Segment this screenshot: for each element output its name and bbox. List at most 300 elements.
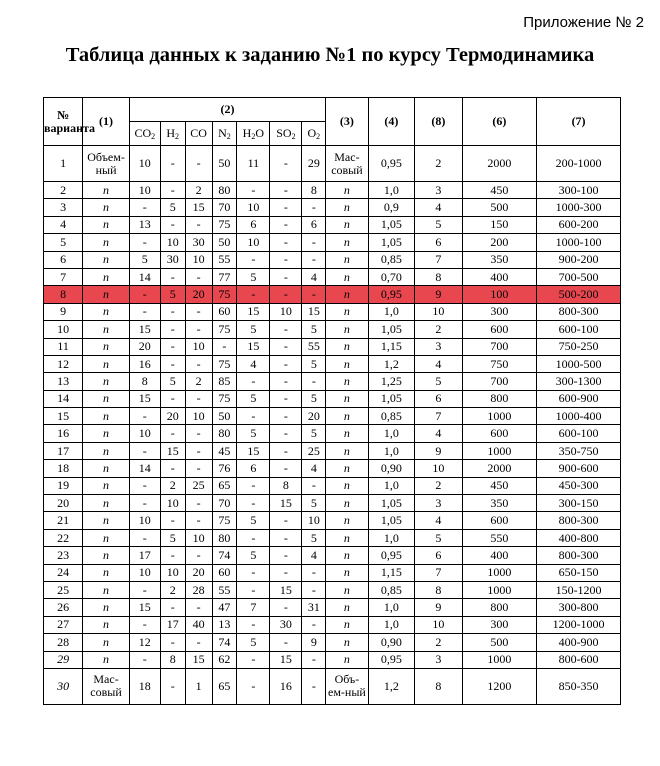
table-row [44,146,621,182]
cell-col4: 1,05 [368,512,415,529]
cell-col7: 650-150 [537,564,621,581]
cell-col4: 0,9 [368,199,415,216]
cell-gas: 16 [129,355,160,372]
cell-gas: 75 [212,355,237,372]
cell-gas: - [160,268,185,285]
cell-variant: 6 [44,251,83,268]
cell-col8: 4 [415,199,463,216]
cell-col8: 9 [415,286,463,303]
cell-gas: 20 [129,338,160,355]
cell-gas: 10 [160,564,185,581]
cell-col3: n [326,564,368,581]
cell-gas: 8 [302,182,326,199]
cell-gas: - [270,182,302,199]
cell-gas: - [185,425,212,442]
cell-col8: 6 [415,234,463,251]
table-row [44,216,621,233]
cell-col8: 8 [415,581,463,598]
cell-gas: - [237,616,270,633]
cell-gas: - [160,355,185,372]
cell-gas: - [185,599,212,616]
cell-col4: 1,05 [368,390,415,407]
cell-col1: n [83,216,130,233]
cell-gas: 8 [160,651,185,668]
cell-gas: - [129,477,160,494]
header-gas-6: $O_2$ [302,122,326,146]
cell-col1: n [83,234,130,251]
cell-gas: - [185,303,212,320]
cell-gas: 5 [237,634,270,651]
cell-gas: - [129,199,160,216]
cell-gas: 75 [212,512,237,529]
cell-col3: n [326,599,368,616]
cell-gas: 80 [212,529,237,546]
cell-col7: 600-100 [537,321,621,338]
cell-gas: 30 [160,251,185,268]
cell-col3: n [326,495,368,512]
cell-gas: 55 [302,338,326,355]
cell-gas: 15 [129,321,160,338]
cell-col4: 1,0 [368,442,415,459]
cell-col6: 500 [462,634,536,651]
table-row [44,286,621,303]
cell-gas: - [237,408,270,425]
cell-col7: 200-1000 [537,146,621,182]
cell-col8: 9 [415,599,463,616]
cell-gas: - [160,547,185,564]
cell-col3: n [326,512,368,529]
table-row [44,390,621,407]
cell-gas: 4 [302,268,326,285]
cell-gas: - [302,651,326,668]
cell-col4: 1,15 [368,564,415,581]
cell-col3: n [326,425,368,442]
cell-col1: n [83,408,130,425]
cell-gas: 10 [237,199,270,216]
cell-gas: - [270,268,302,285]
cell-variant: 24 [44,564,83,581]
cell-gas: - [270,442,302,459]
cell-gas: - [237,529,270,546]
table-row [44,599,621,616]
header-col2: (2) [129,98,325,122]
cell-gas: 17 [129,547,160,564]
cell-gas: 5 [237,268,270,285]
cell-col7: 700-500 [537,268,621,285]
cell-gas: - [129,442,160,459]
cell-gas: 80 [212,425,237,442]
cell-gas: 10 [129,564,160,581]
cell-gas: - [185,321,212,338]
cell-col8: 7 [415,251,463,268]
cell-col7: 1000-300 [537,199,621,216]
cell-gas: 15 [237,338,270,355]
cell-gas: 76 [212,460,237,477]
cell-col3: n [326,408,368,425]
cell-variant: 18 [44,460,83,477]
cell-gas: - [129,616,160,633]
cell-col1: n [83,460,130,477]
cell-col4: 1,0 [368,425,415,442]
cell-gas: - [160,146,185,182]
cell-col8: 4 [415,512,463,529]
cell-variant: 14 [44,390,83,407]
cell-gas: - [302,199,326,216]
cell-variant: 11 [44,338,83,355]
cell-gas: 5 [237,547,270,564]
cell-col1: n [83,512,130,529]
table-row [44,182,621,199]
cell-gas: - [270,373,302,390]
cell-gas: 13 [212,616,237,633]
table-row [44,564,621,581]
cell-col8: 4 [415,355,463,372]
cell-gas: 12 [129,634,160,651]
cell-gas: 15 [237,303,270,320]
cell-col1: n [83,373,130,390]
cell-col7: 600-900 [537,390,621,407]
cell-col1: n [83,286,130,303]
cell-col8: 3 [415,338,463,355]
cell-col1: n [83,390,130,407]
cell-col1: n [83,495,130,512]
cell-gas: - [185,547,212,564]
cell-gas: - [160,216,185,233]
cell-col3: n [326,460,368,477]
cell-gas: - [160,634,185,651]
cell-col7: 850-350 [537,668,621,704]
cell-col7: 400-800 [537,529,621,546]
cell-gas: 20 [185,564,212,581]
cell-col1: n [83,303,130,320]
cell-col6: 600 [462,425,536,442]
cell-col4: 1,05 [368,216,415,233]
table-row [44,651,621,668]
cell-col6: 1000 [462,651,536,668]
cell-col8: 3 [415,495,463,512]
header-gas-5: $SO_2$ [270,122,302,146]
cell-col1: n [83,529,130,546]
cell-gas: - [237,495,270,512]
cell-gas: - [129,286,160,303]
cell-variant: 10 [44,321,83,338]
cell-col3: n [326,529,368,546]
cell-gas: 20 [302,408,326,425]
cell-col6: 800 [462,390,536,407]
cell-gas: - [129,529,160,546]
cell-gas: 10 [185,529,212,546]
cell-variant: 20 [44,495,83,512]
cell-col6: 300 [462,303,536,320]
cell-col8: 6 [415,390,463,407]
cell-gas: - [160,668,185,704]
cell-gas: 15 [129,599,160,616]
cell-col7: 1000-400 [537,408,621,425]
cell-col8: 5 [415,529,463,546]
cell-gas: 5 [302,355,326,372]
cell-gas: - [302,234,326,251]
cell-col7: 450-300 [537,477,621,494]
cell-col6: 550 [462,529,536,546]
cell-gas: - [270,146,302,182]
cell-col7: 800-600 [537,651,621,668]
cell-gas: 10 [129,512,160,529]
cell-gas: 62 [212,651,237,668]
cell-gas: - [270,321,302,338]
cell-gas: - [270,251,302,268]
cell-gas: 25 [302,442,326,459]
cell-col1: Объем-ный [83,146,130,182]
cell-variant: 28 [44,634,83,651]
cell-gas: - [270,425,302,442]
cell-variant: 3 [44,199,83,216]
cell-col4: 0,85 [368,408,415,425]
cell-gas: 10 [129,425,160,442]
cell-col6: 350 [462,495,536,512]
cell-variant: 21 [44,512,83,529]
table-row [44,547,621,564]
cell-col6: 100 [462,286,536,303]
cell-col6: 150 [462,216,536,233]
cell-variant: 16 [44,425,83,442]
cell-gas: 10 [302,512,326,529]
cell-gas: 10 [160,495,185,512]
cell-gas: 47 [212,599,237,616]
cell-gas: - [185,442,212,459]
cell-col7: 150-1200 [537,581,621,598]
cell-col1: n [83,321,130,338]
cell-gas: 75 [212,390,237,407]
cell-col8: 3 [415,182,463,199]
cell-gas: 11 [237,146,270,182]
cell-gas: - [237,373,270,390]
cell-col3: n [326,442,368,459]
cell-col6: 2000 [462,146,536,182]
cell-gas: 29 [302,146,326,182]
table-row [44,634,621,651]
cell-gas: - [270,529,302,546]
cell-variant: 5 [44,234,83,251]
table-row [44,616,621,633]
cell-col1: n [83,442,130,459]
cell-col4: 1,2 [368,355,415,372]
cell-gas: - [160,425,185,442]
cell-gas: 70 [212,495,237,512]
cell-col3: n [326,338,368,355]
cell-col1: n [83,199,130,216]
table-row [44,460,621,477]
cell-gas: 75 [212,286,237,303]
cell-col6: 450 [462,477,536,494]
cell-gas: - [270,634,302,651]
cell-gas: 2 [160,581,185,598]
cell-col7: 1200-1000 [537,616,621,633]
cell-gas: 8 [129,373,160,390]
cell-col7: 300-800 [537,599,621,616]
cell-gas: 80 [212,182,237,199]
cell-gas: - [237,182,270,199]
cell-gas: 10 [237,234,270,251]
cell-col8: 5 [415,216,463,233]
cell-gas: 74 [212,634,237,651]
cell-col8: 7 [415,564,463,581]
cell-col3: n [326,373,368,390]
cell-col1: n [83,651,130,668]
cell-gas: 60 [212,303,237,320]
cell-col7: 900-200 [537,251,621,268]
cell-gas: 5 [160,529,185,546]
cell-col7: 750-250 [537,338,621,355]
cell-gas: 15 [270,581,302,598]
cell-col8: 10 [415,303,463,320]
header-col8: (8) [415,98,463,146]
cell-gas: - [302,251,326,268]
cell-col4: 0,70 [368,268,415,285]
cell-gas: - [212,338,237,355]
header-col6: (6) [462,98,536,146]
cell-col6: 1000 [462,442,536,459]
cell-gas: - [270,512,302,529]
cell-col4: 1,05 [368,495,415,512]
cell-gas: 6 [302,216,326,233]
cell-gas: 5 [160,286,185,303]
cell-col3: n [326,651,368,668]
cell-variant: 30 [44,668,83,704]
cell-col3: n [326,477,368,494]
table-row [44,355,621,372]
cell-variant: 29 [44,651,83,668]
table-row [44,495,621,512]
cell-gas: - [160,512,185,529]
cell-col3: n [326,355,368,372]
table-row [44,529,621,546]
cell-gas: - [302,668,326,704]
cell-gas: - [237,477,270,494]
cell-gas: - [237,581,270,598]
cell-gas: 65 [212,477,237,494]
cell-variant: 27 [44,616,83,633]
cell-col6: 750 [462,355,536,372]
cell-gas: - [237,651,270,668]
cell-col4: 0,85 [368,581,415,598]
cell-col6: 1000 [462,581,536,598]
cell-gas: 15 [237,442,270,459]
cell-gas: - [302,616,326,633]
cell-col6: 500 [462,199,536,216]
cell-col8: 8 [415,268,463,285]
cell-gas: - [185,634,212,651]
cell-col8: 3 [415,651,463,668]
cell-gas: 10 [160,234,185,251]
cell-gas: 15 [270,651,302,668]
cell-gas: - [270,216,302,233]
cell-gas: 5 [237,390,270,407]
cell-gas: - [160,460,185,477]
cell-gas: 2 [185,373,212,390]
cell-gas: 18 [129,668,160,704]
cell-col3: n [326,634,368,651]
cell-col8: 2 [415,634,463,651]
cell-col7: 500-200 [537,286,621,303]
cell-col1: n [83,338,130,355]
appendix-label: Приложение № 2 [523,14,644,31]
cell-col1: n [83,182,130,199]
header-col7: (7) [537,98,621,146]
cell-col4: 1,05 [368,321,415,338]
table-row [44,321,621,338]
cell-variant: 17 [44,442,83,459]
cell-gas: 5 [237,512,270,529]
header-gas-0: $CO_2$ [129,122,160,146]
cell-gas: 20 [160,408,185,425]
cell-col3: n [326,390,368,407]
cell-gas: - [160,303,185,320]
cell-gas: 15 [185,651,212,668]
cell-col3: n [326,216,368,233]
cell-col3: n [326,321,368,338]
cell-col1: n [83,564,130,581]
cell-col7: 900-600 [537,460,621,477]
cell-col7: 350-750 [537,442,621,459]
cell-col4: 1,0 [368,303,415,320]
cell-gas: 5 [129,251,160,268]
cell-gas: 50 [212,234,237,251]
cell-gas: - [129,408,160,425]
cell-gas: - [185,146,212,182]
cell-gas: 6 [237,460,270,477]
cell-col1: n [83,477,130,494]
cell-col6: 350 [462,251,536,268]
table-row [44,303,621,320]
cell-gas: 5 [302,529,326,546]
cell-col1: n [83,616,130,633]
cell-variant: 23 [44,547,83,564]
cell-gas: 50 [212,146,237,182]
cell-gas: - [160,182,185,199]
cell-col7: 1000-500 [537,355,621,372]
cell-gas: - [270,355,302,372]
cell-col7: 800-300 [537,303,621,320]
cell-gas: 31 [302,599,326,616]
cell-col1: n [83,268,130,285]
cell-col7: 300-150 [537,495,621,512]
cell-col3: n [326,268,368,285]
cell-col7: 800-300 [537,547,621,564]
cell-gas: 16 [270,668,302,704]
cell-gas: - [160,390,185,407]
header-col1: (1) [83,98,130,146]
cell-col4: 0,95 [368,146,415,182]
cell-gas: - [270,599,302,616]
cell-variant: 19 [44,477,83,494]
cell-col1: n [83,599,130,616]
cell-col8: 2 [415,146,463,182]
header-gas-1: $H_2$ [160,122,185,146]
table-row [44,338,621,355]
cell-variant: 4 [44,216,83,233]
cell-col4: 1,0 [368,182,415,199]
cell-gas: - [185,495,212,512]
cell-variant: 13 [44,373,83,390]
cell-gas: 5 [160,373,185,390]
cell-gas: - [129,303,160,320]
cell-gas: - [270,286,302,303]
cell-gas: 5 [302,321,326,338]
cell-col1: n [83,355,130,372]
data-table [43,97,621,705]
cell-col3: n [326,199,368,216]
cell-gas: - [237,286,270,303]
